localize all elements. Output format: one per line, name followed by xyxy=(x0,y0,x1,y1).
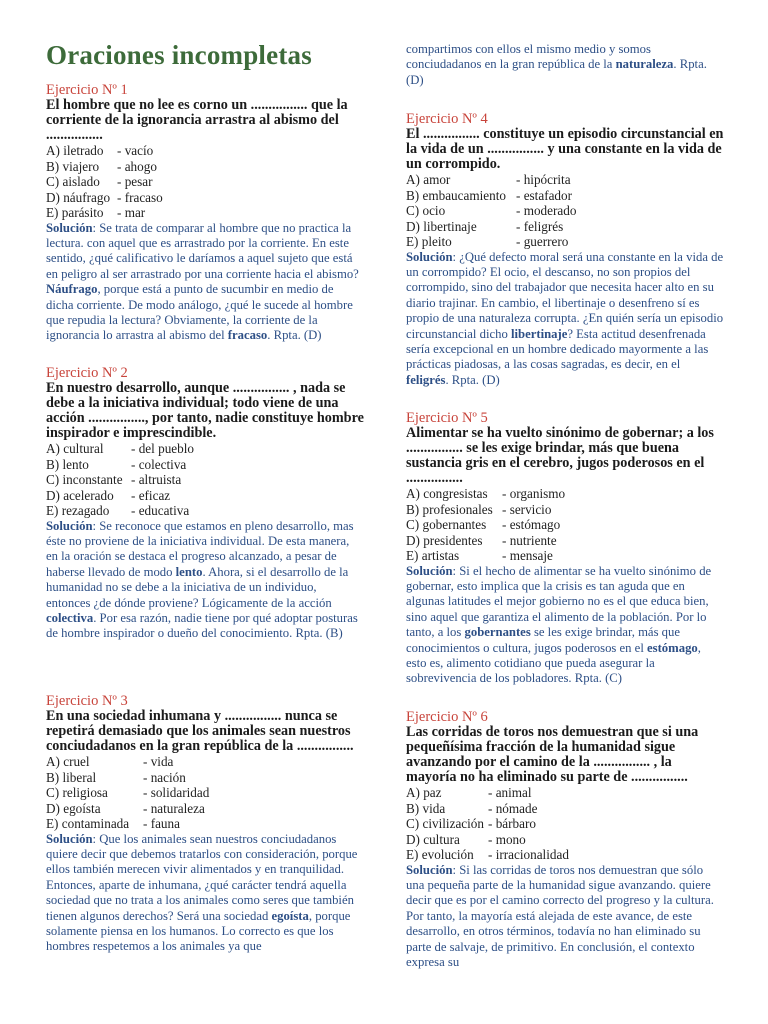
option-a: E) contaminada xyxy=(46,816,130,831)
exercise-heading: Ejercicio Nº 6 xyxy=(406,709,488,725)
solution-part: . Ahora, si el desarrollo de la humanidad no se debe a la iniciativa de un individuo, entonces ¿de dónde proviene? Lógicamente de la acción xyxy=(46,564,349,610)
option-a: B) profesionales xyxy=(406,501,493,517)
option-row xyxy=(406,486,724,502)
option-b: - moderado xyxy=(516,203,577,218)
answer-keyword: feligrés xyxy=(406,372,446,387)
option-row xyxy=(46,801,364,817)
solution-part: : ¿Qué defecto moral será una constante en la vida de un corrompido? El ocio, el descanso, no son propios del corrompido, sino del trabajador que necesita hacer alto en su diario trajinar. En cambio, el libertinaje o desenfreno sí es propio de una naturaleza corrupta. ¿En quién sería un episodio circunstancial dicho xyxy=(406,249,724,341)
answer-keyword: lento xyxy=(175,564,203,579)
option-a: D) egoísta xyxy=(46,800,101,816)
answer-keyword: fracaso xyxy=(227,328,268,343)
option-b: - irracionalidad xyxy=(488,847,569,862)
option-b: - ahogo xyxy=(117,158,157,174)
option-b: - pesar xyxy=(117,174,153,189)
option-a: C) gobernantes xyxy=(406,517,487,532)
option-row xyxy=(46,488,364,504)
option-b: - naturaleza xyxy=(143,800,205,816)
option-b: - organismo xyxy=(502,486,566,501)
solution-part: : Que los animales sean nuestros conciudadanos quiere decir que debemos tratarlos con consideración, porque ellos también merecen vivir alimentados y en tranquilidad. Entonces, aparte de inhumana, ¿qué carácter tendrá aquella sociedad que no trata a los animales como seres que también tienen algunos derechos? Será una sociedad xyxy=(46,831,358,923)
solution-part: : Si las corridas de toros nos demuestran que sólo una pequeña parte de la humanidad sigue avanzando. quiere decir que es por el camino correcto del progreso y la cultura. Por tanto, la mayoría está alejada de este avance, de este desarrollo, en otros términos, todavía no han eliminado su parte de salvaje, de primitivo. En conclusión, el contexto expresa su xyxy=(406,862,714,969)
option-a: A) amor xyxy=(406,172,451,187)
option-a: C) inconstante xyxy=(46,472,123,487)
option-b: - vacío xyxy=(117,143,154,158)
exercise-5 xyxy=(406,410,724,687)
options-list xyxy=(406,785,724,863)
option-b: - vida xyxy=(143,754,174,769)
option-a: B) liberal xyxy=(46,769,97,785)
solution-part: : Si el hecho de alimentar se ha vuelto sinónimo de gobernar, esto implica que la crisis es tan aguda que en algunas latitudes el mejor gobierno no es el que educa bien, sino aquel que garantiza el alimento de la población. Por lo tanto, a los xyxy=(406,563,712,640)
exercise-question: Alimentar se ha vuelto sinónimo de gobernar; a los ................ se les exige brindar, más que buena sustancia gris en el cerebro, jugos poderosos en el ................ xyxy=(406,425,714,486)
option-a: C) ocio xyxy=(406,203,446,218)
solution-part: se les exige brindar, más que conocimientos o cultura, jugos poderosos en el xyxy=(406,625,680,655)
option-row xyxy=(406,801,724,817)
exercise-question: El ................ constituye un episodio circunstancial en la vida de un ................ y una constante en la vida de un corrompido. xyxy=(406,126,724,172)
solution-part: , porque solamente piensa en los humanos. Lo correcto es que los hombres respetemos a los animales ya que xyxy=(46,908,351,954)
option-row xyxy=(46,143,364,159)
options-list xyxy=(406,486,724,564)
option-a: C) civilización xyxy=(406,816,484,831)
option-b: - nutriente xyxy=(502,532,557,548)
exercise-heading: Ejercicio Nº 4 xyxy=(406,111,488,127)
option-a: D) presidentes xyxy=(406,532,483,548)
option-a: A) cruel xyxy=(46,754,90,769)
option-b: - estómago xyxy=(502,517,561,532)
option-b: - mensaje xyxy=(502,548,553,563)
exercise-question: En nuestro desarrollo, aunque ................ , nada se debe a la iniciativa individual; todo viene de una acción ................, por tanto, nadie constituye hombre inspirador e imprescindible. xyxy=(46,380,364,441)
answer-keyword: colectiva xyxy=(46,610,94,625)
option-b: - altruista xyxy=(131,472,182,487)
options-list xyxy=(46,441,364,519)
option-b: - fracaso xyxy=(117,189,163,205)
exercise-heading: Ejercicio Nº 2 xyxy=(46,365,128,381)
exercise-heading: Ejercicio Nº 5 xyxy=(406,410,488,426)
option-a: C) religiosa xyxy=(46,785,108,800)
option-b: - colectiva xyxy=(131,456,187,472)
option-a: E) parásito xyxy=(46,205,104,220)
option-a: B) viajero xyxy=(46,158,100,174)
exercise-6 xyxy=(406,709,724,970)
option-a: E) pleito xyxy=(406,234,452,249)
solution-text xyxy=(406,863,724,971)
option-b: - mono xyxy=(488,831,526,847)
option-row xyxy=(406,785,724,801)
exercise-3-continuation xyxy=(406,42,724,88)
solution-label: Solución xyxy=(46,831,93,846)
option-b: - mar xyxy=(117,205,146,220)
option-a: D) libertinaje xyxy=(406,218,477,234)
exercise-4 xyxy=(406,111,724,388)
option-a: D) cultura xyxy=(406,831,460,847)
solution-part: ? Esta actitud desenfrenada sería excepcional en un hombre dedicado mayormente a las prácticas piadosas, a las cosas sagradas, es decir, en el xyxy=(406,326,709,372)
option-row xyxy=(46,472,364,488)
option-a: A) iletrado xyxy=(46,143,104,158)
solution-part: . Por esa razón, nadie tiene por qué adoptar posturas de hombre inspirador o dueño del conocimiento. Rpta. (B) xyxy=(46,610,358,641)
option-row xyxy=(46,190,364,206)
exercise-question: Las corridas de toros nos demuestran que si una pequeñísima fracción de la humanidad sigue avanzando por el camino de la ................ , la mayoría no ha eliminado su parte de ................ xyxy=(406,724,699,785)
solution-part: compartimos con ellos el mismo medio y somos conciudadanos en la gran república de la xyxy=(406,42,651,72)
exercise-2 xyxy=(46,365,364,642)
option-row xyxy=(406,847,724,863)
option-b: - servicio xyxy=(502,501,552,517)
solution-part: : Se reconoce que estamos en pleno desarrollo, mas éste no proviene de la iniciativa individual. De esta manera, en la oración se destaca el progreso alcanzado, a pesar de haberse llevado de modo xyxy=(46,518,354,579)
option-row xyxy=(406,502,724,518)
solution-part: , esto es, alimento cotidiano que pueda asegurar la sobrevivencia de los pobladores. Rpta. (C) xyxy=(406,640,701,686)
option-row xyxy=(46,159,364,175)
option-row xyxy=(406,548,724,564)
option-row xyxy=(46,754,364,770)
option-row xyxy=(46,441,364,457)
option-row xyxy=(406,517,724,533)
solution-part: . Rpta. (D) xyxy=(445,372,500,387)
option-row xyxy=(406,234,724,250)
solution-part: . Rpta. (D) xyxy=(406,57,707,87)
option-b: - bárbaro xyxy=(488,816,536,831)
answer-keyword: Náufrago xyxy=(46,282,98,297)
option-row xyxy=(406,832,724,848)
option-row xyxy=(406,188,724,204)
options-list xyxy=(406,172,724,250)
option-a: D) náufrago xyxy=(46,189,111,205)
page-title: Oraciones incompletas xyxy=(46,40,312,70)
option-a: D) acelerado xyxy=(46,487,114,503)
option-b: - animal xyxy=(488,785,532,800)
exercise-heading: Ejercicio Nº 3 xyxy=(46,693,128,709)
option-a: E) evolución xyxy=(406,847,474,862)
option-b: - guerrero xyxy=(516,234,569,249)
option-a: E) rezagado xyxy=(46,503,110,518)
solution-part: : Se trata de comparar al hombre que no practica la lectura. con aquel que es arrastrado por la corriente. En este sentido, ¿qué calificativo le daríamos a aquel sujeto que está en peligro al ser arrastrado por una corriente hacia el abismo? xyxy=(46,220,359,281)
option-a: B) embaucamiento xyxy=(406,187,506,203)
option-b: - estafador xyxy=(516,187,573,203)
answer-keyword: libertinaje xyxy=(510,326,568,341)
options-list xyxy=(46,143,364,221)
solution-part: . Rpta. (D) xyxy=(267,328,322,343)
solution-text xyxy=(46,221,364,344)
solution-label: Solución xyxy=(46,220,93,235)
option-b: - nómade xyxy=(488,800,538,816)
option-row xyxy=(406,533,724,549)
option-row xyxy=(46,816,364,832)
solution-text xyxy=(406,564,724,687)
answer-keyword: estómago xyxy=(647,640,698,655)
option-row xyxy=(406,816,724,832)
solution-label: Solución xyxy=(46,518,93,533)
option-a: B) vida xyxy=(406,800,446,816)
answer-keyword: gobernantes xyxy=(464,625,531,640)
option-a: B) lento xyxy=(46,456,89,472)
option-a: E) artistas xyxy=(406,548,460,563)
exercise-question: En una sociedad inhumana y ................ nunca se repetirá demasiado que los animales sean nuestros conciudadanos en la gran república de la ................ xyxy=(46,708,354,754)
options-list xyxy=(46,754,364,832)
option-b: - educativa xyxy=(131,503,190,518)
option-row xyxy=(46,785,364,801)
option-b: - feligrés xyxy=(516,218,564,234)
option-b: - del pueblo xyxy=(131,441,194,456)
solution-label: Solución xyxy=(406,563,453,578)
option-b: - eficaz xyxy=(131,487,171,503)
answer-keyword: naturaleza xyxy=(615,57,674,72)
exercise-question: El hombre que no lee es corno un ................ que la corriente de la ignorancia arrastra al abismo del ................ xyxy=(46,97,348,143)
option-row xyxy=(46,205,364,221)
option-row xyxy=(46,174,364,190)
exercise-1 xyxy=(46,82,364,344)
solution-text xyxy=(406,250,724,389)
option-b: - fauna xyxy=(143,816,180,831)
solution-label: Solución xyxy=(406,862,453,877)
option-b: - nación xyxy=(143,769,186,785)
solution-continuation xyxy=(406,42,724,88)
solution-text xyxy=(46,519,364,642)
option-b: - hipócrita xyxy=(516,172,571,187)
option-row xyxy=(46,770,364,786)
option-row xyxy=(406,219,724,235)
option-row xyxy=(406,203,724,219)
option-row xyxy=(406,172,724,188)
solution-label: Solución xyxy=(406,249,453,264)
exercise-3 xyxy=(46,693,364,955)
option-a: A) cultural xyxy=(46,441,104,456)
answer-keyword: egoísta xyxy=(271,908,309,923)
option-a: A) paz xyxy=(406,785,442,800)
option-a: A) congresistas xyxy=(406,486,488,501)
option-a: C) aislado xyxy=(46,174,100,189)
solution-text xyxy=(46,832,364,955)
option-row xyxy=(46,503,364,519)
solution-part: , porque está a punto de sucumbir en medio de dicha corriente. De modo análogo, ¿qué le sucede al hombre que repudia la lectura? Obviamente, la corriente de la ignorancia lo arrastra al abismo del xyxy=(46,282,353,343)
option-row xyxy=(46,457,364,473)
exercise-heading: Ejercicio Nº 1 xyxy=(46,82,128,98)
option-b: - solidaridad xyxy=(143,785,210,800)
